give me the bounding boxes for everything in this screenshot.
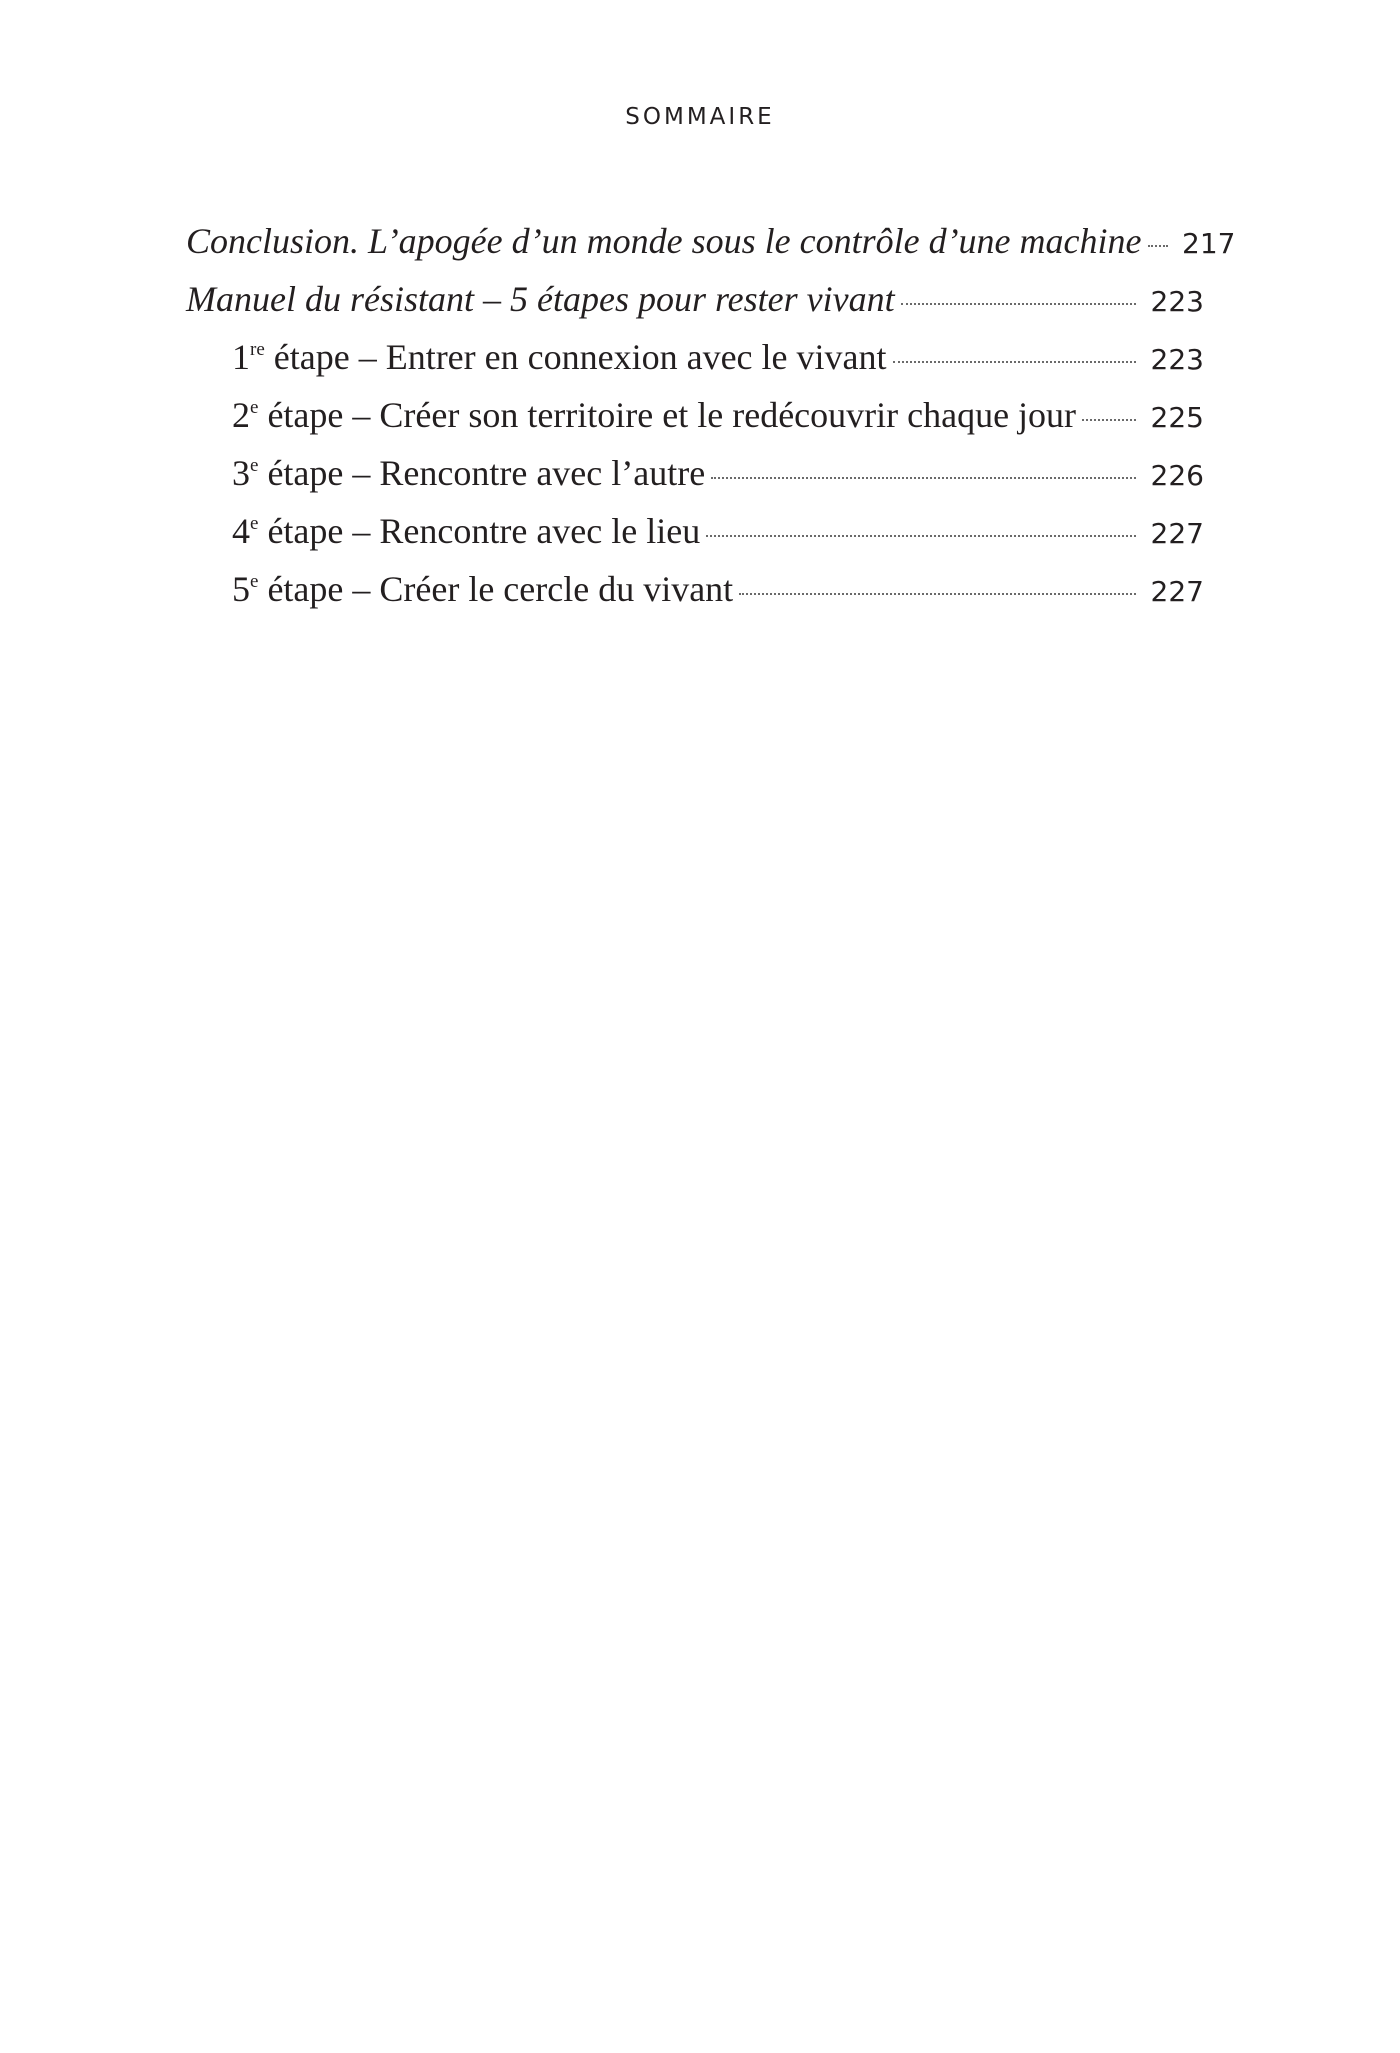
step-number: 1	[232, 337, 250, 377]
toc-entry-etape-3[interactable]	[186, 444, 1204, 502]
toc-entry-page: 227	[1150, 517, 1204, 550]
step-title: étape – Créer son territoire et le redécouvrir chaque jour	[258, 395, 1077, 435]
toc-entry-title	[232, 444, 705, 502]
toc-entry-manuel[interactable]	[186, 270, 1204, 328]
toc-entry-page: 227	[1150, 575, 1204, 608]
dot-leader	[706, 535, 1136, 537]
ordinal-suffix: e	[250, 571, 259, 592]
ordinal-suffix: e	[250, 397, 259, 418]
toc-entry-page: 225	[1150, 401, 1204, 434]
dot-leader	[711, 477, 1136, 479]
toc-entry-title: Conclusion. L’apogée d’un monde sous le contrôle d’une machine	[186, 221, 1142, 261]
toc-entry-title: Manuel du résistant – 5 étapes pour rester vivant	[186, 279, 895, 319]
toc-entry-etape-4[interactable]	[186, 502, 1204, 560]
step-title: étape – Entrer en connexion avec le vivant	[264, 337, 887, 377]
dot-leader	[893, 361, 1137, 363]
table-of-contents	[186, 212, 1236, 618]
toc-entry-etape-2[interactable]	[186, 386, 1204, 444]
step-title: étape – Rencontre avec l’autre	[258, 453, 706, 493]
step-number: 4	[232, 511, 250, 551]
step-title: étape – Créer le cercle du vivant	[258, 569, 734, 609]
toc-entry-page: 217	[1182, 227, 1236, 260]
toc-entry-conclusion[interactable]	[186, 212, 1236, 270]
toc-entry-page: 226	[1150, 459, 1204, 492]
dot-leader	[739, 593, 1136, 595]
step-number: 5	[232, 569, 250, 609]
toc-entry-title	[232, 386, 1076, 444]
toc-entry-etape-1[interactable]	[186, 328, 1204, 386]
ordinal-suffix: re	[250, 339, 265, 360]
running-head: SOMMAIRE	[625, 104, 775, 130]
toc-entry-title	[232, 328, 887, 386]
toc-entry-etape-5[interactable]	[186, 560, 1204, 618]
dot-leader	[1082, 419, 1136, 421]
toc-entry-title	[232, 560, 733, 618]
dot-leader	[901, 303, 1136, 305]
step-number: 2	[232, 395, 250, 435]
toc-entry-title	[232, 502, 700, 560]
toc-entry-page: 223	[1150, 285, 1204, 318]
step-title: étape – Rencontre avec le lieu	[258, 511, 701, 551]
step-number: 3	[232, 453, 250, 493]
ordinal-suffix: e	[250, 513, 259, 534]
toc-entry-page: 223	[1150, 343, 1204, 376]
ordinal-suffix: e	[250, 455, 259, 476]
dot-leader	[1148, 245, 1168, 247]
